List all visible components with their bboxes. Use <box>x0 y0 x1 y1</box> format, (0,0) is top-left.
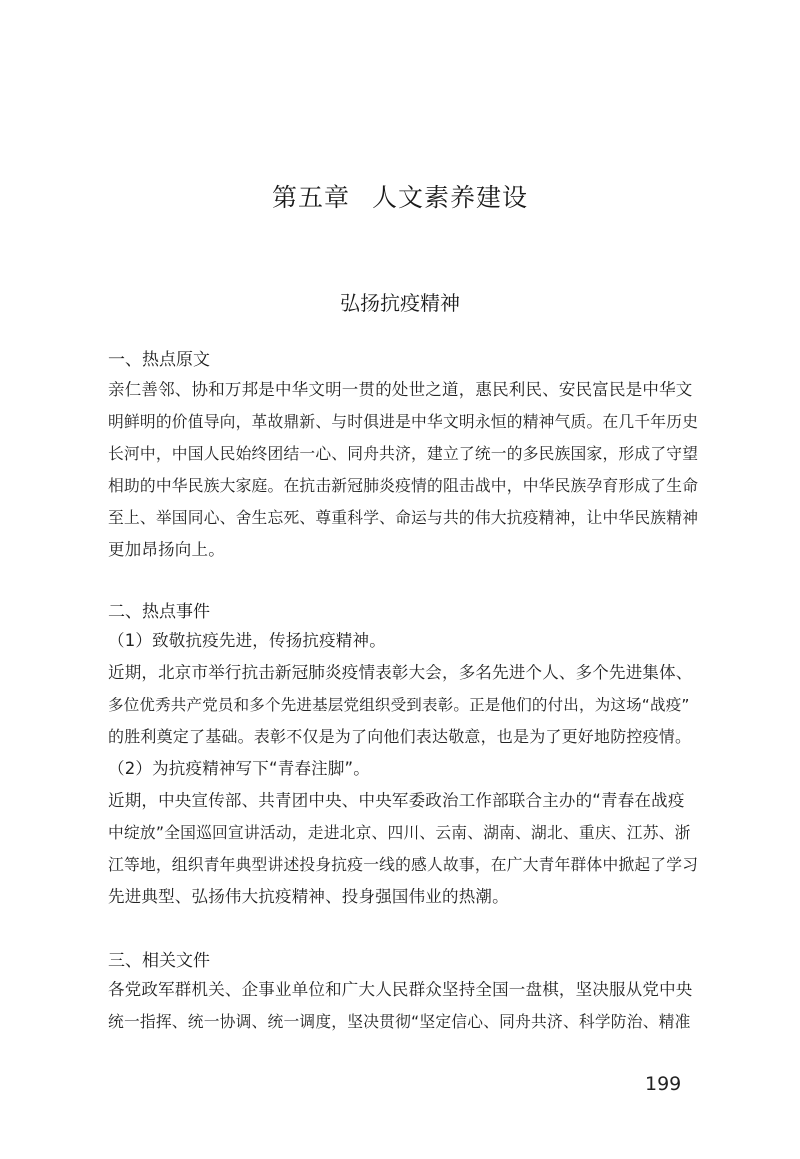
paragraph-hot-events-1 <box>108 625 699 913</box>
paragraph-line: 近期，中央宣传部、共青团中央、中央军委政治工作部联合主办的“青春在战疫 <box>108 791 685 810</box>
paragraph-line: 相助的中华民族大家庭。在抗击新冠肺炎疫情的阻击战中，中华民族孕育形成了生命 <box>108 476 699 495</box>
page-number: 199 <box>645 1073 682 1095</box>
heading-related-documents: 三、相关文件 <box>108 951 210 971</box>
paragraph-line: 的胜利奠定了基础。表彰不仅是为了向他们表达敬意，也是为了更好地防控疫情。 <box>108 727 692 746</box>
paragraph-line: 近期，北京市举行抗击新冠肺炎疫情表彰大会，多名先进个人、多个先进集体、 <box>108 663 693 682</box>
chapter-title <box>0 178 800 214</box>
heading-hot-original-text: 一、热点原文 <box>108 350 210 370</box>
paragraph-line: 统一指挥、统一协调、统一调度，坚决贯彻“坚定信心、同舟共济、科学防治、精准 <box>108 1012 691 1031</box>
chapter-name: 人文素养建设 <box>372 183 529 212</box>
paragraph-line: 更加昂扬向上。 <box>108 540 225 559</box>
chapter-number: 第五章 <box>271 183 350 212</box>
item-title: （2）为抗疫精神写下“青春注脚”。 <box>108 759 370 778</box>
paragraph-hot-original-text <box>108 374 699 566</box>
paragraph-related-documents <box>108 974 693 1038</box>
paragraph-line: 长河中，中国人民始终团结一心、同舟共济，建立了统一的多民族国家，形成了守望 <box>108 444 699 463</box>
paragraph-line: 中绽放”全国巡回宣讲活动，走进北京、四川、云南、湖南、湖北、重庆、江苏、浙 <box>108 823 691 842</box>
paragraph-line: 各党政军群机关、企事业单位和广大人民群众坚持全国一盘棋，坚决服从党中央 <box>108 980 693 999</box>
item-title: （1）致敬抗疫先进，传扬抗疫精神。 <box>108 631 386 650</box>
paragraph-line: 亲仁善邻、协和万邦是中华文明一贯的处世之道，惠民利民、安民富民是中华文 <box>108 380 693 399</box>
paragraph-line: 先进典型、弘扬伟大抗疫精神、投身强国伟业的热潮。 <box>108 887 509 906</box>
paragraph-line: 至上、举国同心、舍生忘死、尊重科学、命运与共的伟大抗疫精神，让中华民族精神 <box>108 508 699 527</box>
section-title: 弘扬抗疫精神 <box>340 291 460 315</box>
paragraph-line: 江等地，组织青年典型讲述投身抗疫一线的感人故事，在广大青年群体中掀起了学习 <box>108 855 699 874</box>
heading-hot-events: 二、热点事件 <box>108 602 210 622</box>
paragraph-line: 明鲜明的价值导向，革故鼎新、与时俱进是中华文明永恒的精神气质。在几千年历史 <box>108 412 699 431</box>
paragraph-line: 多位优秀共产党员和多个先进基层党组织受到表彰。正是他们的付出，为这场“战疫” <box>108 696 690 714</box>
